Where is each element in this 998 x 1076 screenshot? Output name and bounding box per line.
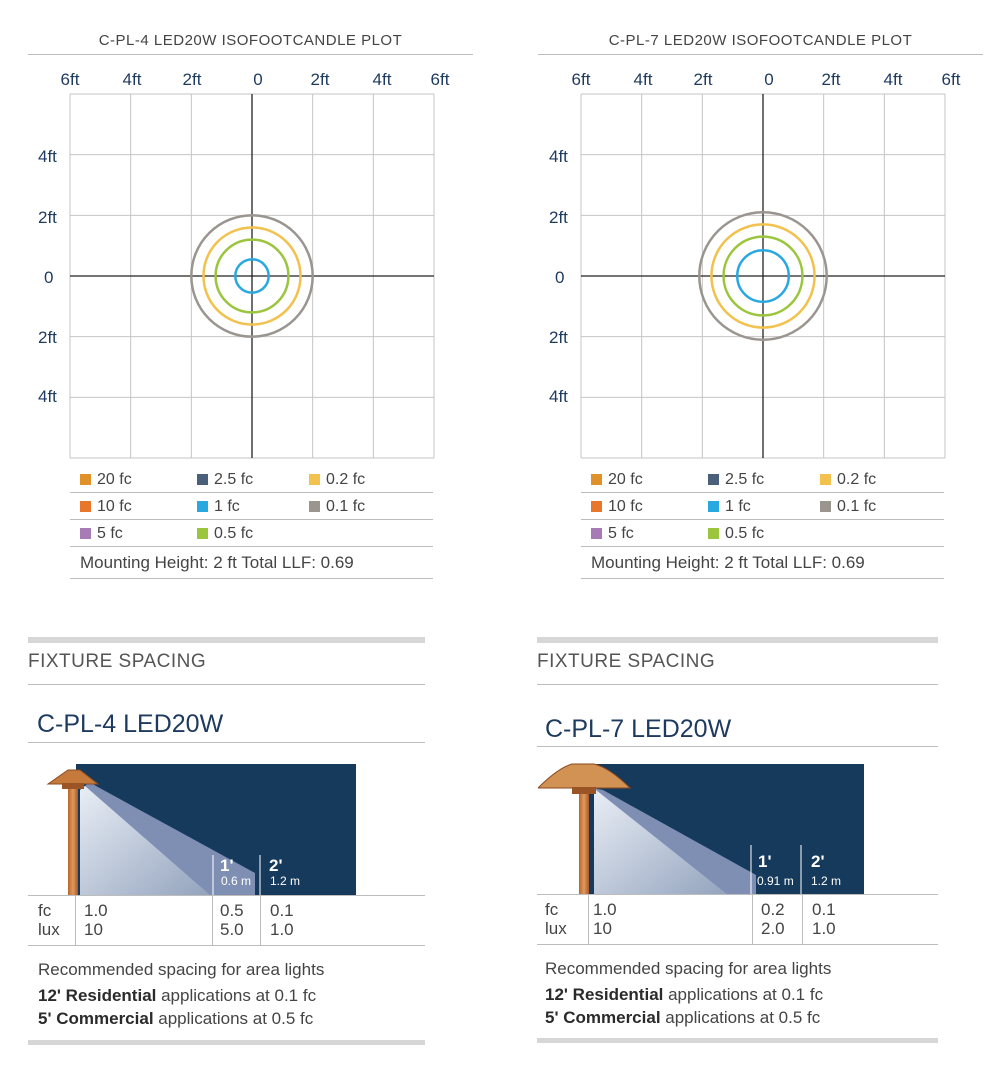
y-tick: 4ft xyxy=(38,147,57,166)
section-rule xyxy=(28,684,425,685)
legend-item-2.5fc: 2.5 fc xyxy=(197,472,253,488)
distance-2-ft: 2' xyxy=(811,852,825,871)
y-tick: 2ft xyxy=(549,208,568,227)
y-tick: 4ft xyxy=(549,147,568,166)
mounting-info: Mounting Height: 2 ft Total LLF: 0.69 xyxy=(591,553,865,572)
legend-swatch xyxy=(820,501,831,512)
section-bar xyxy=(537,1038,938,1043)
legend-item-0.1fc: 0.1 fc xyxy=(820,499,876,515)
y-tick: 0 xyxy=(44,268,54,287)
legend-rule xyxy=(70,578,433,579)
legend-item-2.5fc: 2.5 fc xyxy=(708,472,764,488)
lamp-base xyxy=(572,787,596,794)
distance-2-m: 1.2 m xyxy=(811,874,842,888)
table-rule xyxy=(537,944,938,945)
legend-swatch xyxy=(309,474,320,485)
legend-item-20fc: 20 fc xyxy=(591,472,643,488)
x-tick: 4ft xyxy=(883,70,903,89)
legend-item-0.5fc: 0.5 fc xyxy=(708,526,764,542)
isofootcandle-plot xyxy=(581,94,945,458)
x-tick: 6ft xyxy=(430,70,450,89)
plot-title: C-PL-7 LED20W ISOFOOTCANDLE PLOT xyxy=(608,32,913,49)
distance-1-ft: 1' xyxy=(220,856,234,875)
x-tick: 4ft xyxy=(633,70,653,89)
legend-rule xyxy=(70,546,433,547)
row-label-fc: fc xyxy=(545,900,559,919)
model-name: C-PL-7 LED20W xyxy=(545,715,732,743)
recommended-intro: Recommended spacing for area lights xyxy=(38,960,325,979)
x-tick: 4ft xyxy=(122,70,142,89)
section-bar xyxy=(537,637,938,643)
legend-rule xyxy=(581,519,944,520)
x-tick: 6ft xyxy=(941,70,961,89)
legend-rule xyxy=(581,492,944,493)
distance-1-ft: 1' xyxy=(758,852,772,871)
recommended-commercial: 5' Commercial applications at 0.5 fc xyxy=(545,1008,821,1027)
legend-item-0.2fc: 0.2 fc xyxy=(820,472,876,488)
legend-item-1fc: 1 fc xyxy=(708,499,751,515)
section-bar xyxy=(28,1040,425,1045)
table-divider xyxy=(802,894,803,944)
plot-title-rule xyxy=(538,54,983,55)
x-tick: 2ft xyxy=(310,70,330,89)
section-bar xyxy=(28,637,425,643)
legend-rule xyxy=(581,546,944,547)
isofootcandle-plot xyxy=(70,94,434,458)
legend-swatch xyxy=(708,528,719,539)
value-cell: 1.0 xyxy=(84,901,108,920)
legend-swatch xyxy=(80,501,91,512)
recommended-intro: Recommended spacing for area lights xyxy=(545,959,832,978)
distance-1-m: 0.6 m xyxy=(221,874,252,888)
y-tick: 2ft xyxy=(38,328,57,347)
x-tick: 0 xyxy=(764,70,774,89)
legend-rule xyxy=(581,578,944,579)
legend-swatch xyxy=(820,474,831,485)
row-label-lux: lux xyxy=(38,920,60,939)
legend-item-0.5fc: 0.5 fc xyxy=(197,526,253,542)
table-rule xyxy=(28,895,425,896)
table-rule xyxy=(537,894,938,895)
table-divider xyxy=(75,895,76,945)
legend-swatch xyxy=(197,528,208,539)
legend-swatch xyxy=(197,474,208,485)
x-tick: 2ft xyxy=(693,70,713,89)
lamp-base xyxy=(62,783,84,789)
legend-item-5fc: 5 fc xyxy=(591,526,634,542)
fixture-spacing-diagram xyxy=(40,760,380,895)
legend-rule xyxy=(70,519,433,520)
legend-swatch xyxy=(591,528,602,539)
model-rule xyxy=(537,746,938,747)
recommended-residential: 12' Residential applications at 0.1 fc xyxy=(545,985,824,1004)
section-title: FIXTURE SPACING xyxy=(28,651,207,672)
plot-title: C-PL-4 LED20W ISOFOOTCANDLE PLOT xyxy=(98,32,403,49)
table-divider xyxy=(260,895,261,945)
legend-swatch xyxy=(80,474,91,485)
x-tick: 2ft xyxy=(182,70,202,89)
legend-swatch xyxy=(591,474,602,485)
value-cell: 0.1 xyxy=(270,901,294,920)
legend-swatch xyxy=(309,501,320,512)
y-tick: 4ft xyxy=(549,387,568,406)
value-cell: 10 xyxy=(593,919,612,938)
x-tick: 6ft xyxy=(571,70,591,89)
legend-item-10fc: 10 fc xyxy=(80,499,132,515)
legend-item-0.1fc: 0.1 fc xyxy=(309,499,365,515)
distance-1-m: 0.91 m xyxy=(757,874,794,888)
value-cell: 2.0 xyxy=(761,919,785,938)
table-rule xyxy=(28,945,425,946)
table-divider xyxy=(588,894,589,944)
x-tick: 2ft xyxy=(821,70,841,89)
x-tick: 0 xyxy=(253,70,263,89)
legend-swatch xyxy=(591,501,602,512)
value-cell: 1.0 xyxy=(270,920,294,939)
lamp-post xyxy=(68,786,78,895)
y-tick: 4ft xyxy=(38,387,57,406)
distance-2-m: 1.2 m xyxy=(270,874,301,888)
recommended-commercial: 5' Commercial applications at 0.5 fc xyxy=(38,1009,314,1028)
x-tick: 6ft xyxy=(60,70,80,89)
value-cell: 5.0 xyxy=(220,920,244,939)
value-cell: 1.0 xyxy=(593,900,617,919)
model-rule xyxy=(28,742,425,743)
section-title: FIXTURE SPACING xyxy=(537,651,716,672)
legend-item-10fc: 10 fc xyxy=(591,499,643,515)
row-label-lux: lux xyxy=(545,919,567,938)
value-cell: 0.1 xyxy=(812,900,836,919)
section-rule xyxy=(537,684,938,685)
legend-rule xyxy=(70,492,433,493)
table-divider xyxy=(752,894,753,944)
legend-swatch xyxy=(708,501,719,512)
y-tick: 2ft xyxy=(38,208,57,227)
value-cell: 1.0 xyxy=(812,919,836,938)
legend-swatch xyxy=(708,474,719,485)
table-divider xyxy=(212,895,213,945)
distance-2-ft: 2' xyxy=(269,856,283,875)
value-cell: 10 xyxy=(84,920,103,939)
legend-swatch xyxy=(80,528,91,539)
legend-item-20fc: 20 fc xyxy=(80,472,132,488)
y-tick: 0 xyxy=(555,268,565,287)
legend-swatch xyxy=(197,501,208,512)
y-tick: 2ft xyxy=(549,328,568,347)
value-cell: 0.2 xyxy=(761,900,785,919)
recommended-residential: 12' Residential applications at 0.1 fc xyxy=(38,986,317,1005)
row-label-fc: fc xyxy=(38,901,52,920)
value-cell: 0.5 xyxy=(220,901,244,920)
legend-item-1fc: 1 fc xyxy=(197,499,240,515)
plot-title-rule xyxy=(28,54,473,55)
x-tick: 4ft xyxy=(372,70,392,89)
model-name: C-PL-4 LED20W xyxy=(37,710,224,738)
legend-item-0.2fc: 0.2 fc xyxy=(309,472,365,488)
lamp-post xyxy=(579,790,589,895)
legend-item-5fc: 5 fc xyxy=(80,526,123,542)
mounting-info: Mounting Height: 2 ft Total LLF: 0.69 xyxy=(80,553,354,572)
